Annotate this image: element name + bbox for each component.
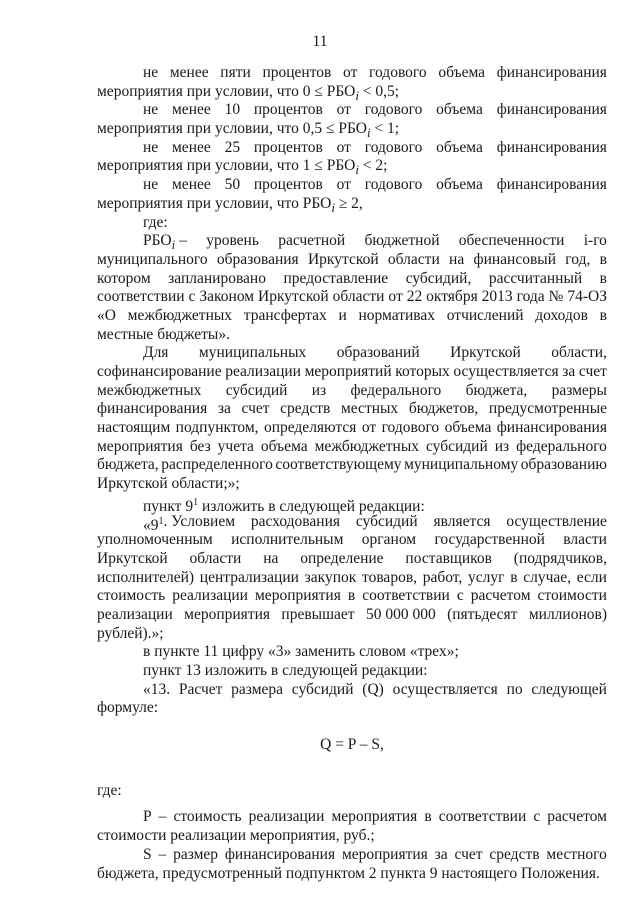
text-line (97, 288, 607, 307)
word: миллионов) (528, 605, 607, 623)
word: в (347, 587, 356, 605)
word: с (456, 587, 464, 605)
word: не (143, 64, 159, 81)
word: муниципальному (404, 456, 519, 474)
word: мероприятия (184, 605, 271, 623)
word: товаров, (362, 568, 418, 586)
word: объема (260, 437, 308, 455)
word: стоимости (537, 587, 607, 605)
text-line (97, 64, 607, 83)
text-line: пункт $9^1$ изложить в следующей редакции: (143, 496, 425, 515)
word: стоимость (173, 808, 242, 826)
word: мероприятия (97, 437, 183, 455)
word: 50 000 000 (365, 605, 436, 623)
word: (подрядчиков, (513, 549, 607, 567)
word: финансирования (496, 176, 607, 194)
word: процентов (253, 101, 323, 119)
word: области (332, 288, 385, 306)
word: финансирования (496, 419, 607, 437)
word: межбюджетных (97, 381, 202, 399)
text-line (97, 681, 607, 700)
text-line (97, 808, 607, 827)
word: на (263, 549, 279, 567)
word: муниципального (97, 250, 208, 268)
text-line (97, 307, 607, 326)
word: централизации (199, 568, 299, 586)
word: области (189, 549, 242, 567)
word: трансфертах (243, 306, 327, 324)
word: средств (489, 845, 540, 863)
word: государственной (434, 531, 545, 549)
page-number: 11 (312, 33, 328, 50)
text-line (97, 550, 607, 569)
text-line (97, 846, 607, 865)
word: рассчитанный (488, 269, 583, 287)
word: менее (172, 101, 211, 119)
word: образования (216, 250, 299, 268)
word: 10 (224, 101, 241, 119)
word: не (143, 138, 159, 156)
word: превышает (281, 605, 355, 623)
word: муниципальных (198, 344, 307, 362)
word: мероприятия (255, 587, 341, 605)
word: федерального (516, 437, 607, 455)
word: года (516, 288, 545, 306)
word: и (338, 306, 347, 324)
word: Иркутской (97, 549, 168, 567)
word: размер (173, 845, 219, 863)
text-line (97, 606, 607, 625)
word: субсидий (355, 512, 418, 530)
word: размера (231, 680, 284, 698)
word: межбюджетных (127, 306, 233, 324)
word: является (433, 512, 491, 530)
word: средств (280, 400, 331, 418)
word: на (449, 250, 465, 268)
text-line: где: (97, 781, 122, 799)
word: – (158, 845, 167, 863)
word: распределенного (161, 456, 273, 474)
word: процентов (262, 64, 332, 81)
word: объема (444, 419, 492, 437)
word: менее (169, 64, 209, 81)
text-line (97, 382, 607, 401)
word: в (424, 808, 432, 826)
word: от (361, 419, 377, 437)
word: обеспеченности (458, 232, 565, 250)
word: следующей (531, 680, 607, 698)
word: мероприятия (331, 808, 418, 826)
word: котором (97, 269, 151, 287)
word: октября (426, 288, 478, 306)
text-line (97, 176, 607, 195)
word: исполнителей) (97, 568, 195, 586)
word: от (343, 64, 358, 81)
word: годового (381, 419, 440, 437)
text-line: Иркутской области;»; (97, 475, 240, 493)
word: от (388, 288, 403, 306)
word: Расчет (178, 680, 223, 698)
text-line: пункт 13 изложить в следующей редакции: (143, 662, 428, 679)
word: определение (300, 549, 384, 567)
word: субсидий, (405, 269, 472, 287)
word: власти (563, 531, 607, 549)
word: предоставление (283, 269, 389, 287)
text-line: мероприятия при условии, что $РБО_i \ge 2$, (97, 194, 363, 215)
word: объема (436, 138, 483, 156)
word: 50 (224, 176, 241, 194)
word: годового (369, 64, 427, 81)
word: соответствии (97, 288, 185, 306)
word: процентов (253, 176, 323, 194)
text-line (97, 363, 607, 382)
word: осуществление (506, 512, 607, 530)
word: менее (172, 176, 211, 194)
word: соответствующему (275, 456, 402, 474)
text-line (97, 438, 607, 457)
word: из (494, 437, 510, 455)
word: объема (438, 64, 486, 81)
word: осуществляется (392, 680, 498, 698)
text-line (97, 587, 607, 606)
word: менее (172, 138, 211, 156)
word: если (576, 568, 607, 586)
text-line: мероприятия при условии, что $0 \le РБО_i < 0,5$; (97, 82, 400, 103)
text-line (97, 344, 607, 363)
word: стоимость (97, 587, 166, 605)
text-line (97, 101, 607, 120)
word: счет (454, 845, 483, 863)
word: настоящим (97, 419, 171, 437)
text-line: местные бюджеты». (97, 325, 230, 343)
word: год, (565, 250, 591, 268)
word: объема (436, 176, 483, 194)
word: которых (395, 363, 450, 380)
word: годового (364, 101, 423, 119)
word: (Q) (362, 680, 384, 698)
word: финансирования (496, 138, 607, 156)
text-line: формуле: (97, 699, 159, 717)
word: доходов (535, 306, 588, 324)
word: i-го (583, 232, 607, 250)
text-line: мероприятия при условии, что $0,5 \le РБО_i < 1$; (97, 120, 400, 141)
word: бюджетной (364, 232, 440, 250)
word: учета (217, 437, 254, 455)
spacer (97, 718, 607, 736)
word: в (599, 250, 607, 268)
word: не (143, 176, 159, 194)
text-line: бюджета, предусмотренный подпунктом 2 пункта 9 настоящего Положения. (97, 864, 600, 882)
word: софинансирование (97, 363, 222, 380)
word: – (158, 808, 167, 826)
word: поставщиков (405, 549, 492, 567)
word: расходования (250, 512, 341, 530)
word: уровень (206, 232, 259, 250)
word: с (188, 288, 196, 306)
word: (пятьдесят (447, 605, 518, 623)
word: области, (551, 344, 607, 362)
word: Законом (199, 288, 255, 306)
word: реализации (225, 363, 301, 380)
word: субсидий (425, 437, 488, 455)
word: финансирования (97, 400, 208, 418)
word: случае, (523, 568, 572, 586)
word: определяются (263, 419, 357, 437)
word: финансовый (473, 250, 556, 268)
word: отчислений (446, 306, 524, 324)
word: счет (578, 363, 607, 380)
word: исполнительным (231, 531, 344, 549)
word: расчетом (470, 587, 531, 605)
word: 2013 (481, 288, 513, 306)
word: от (336, 101, 351, 119)
word: субсидий (291, 680, 354, 698)
word: местного (546, 845, 607, 863)
word: не (143, 101, 159, 119)
word: уполномоченным (97, 531, 213, 549)
word: работ, (422, 568, 463, 586)
word: P (143, 808, 152, 826)
word: «13. (143, 680, 171, 698)
word: подпунктом, (175, 419, 259, 437)
word: осуществляется (453, 363, 559, 380)
text-line (97, 456, 607, 475)
word: от (336, 176, 351, 194)
word: счет (241, 400, 270, 418)
word: финансирования (224, 845, 336, 863)
word: процентов (253, 138, 323, 156)
word: бюджетов, (408, 400, 479, 418)
text-line: $РБО_i$ – уровень расчетной бюджетной обеспеченности i-го (143, 232, 607, 253)
text-line (97, 270, 607, 289)
text-line (97, 251, 607, 270)
spacer (97, 800, 607, 808)
word: 22 (406, 288, 423, 306)
text-line: рублей).»; (97, 624, 164, 642)
word: образованию (520, 456, 607, 474)
word: в (510, 568, 518, 586)
word: № (548, 288, 564, 306)
formula: Q = P – S, (320, 736, 384, 754)
text-line (97, 139, 607, 158)
word: бюджета, (97, 456, 159, 474)
document-body (97, 64, 607, 883)
text-line: в пункте 11 цифру «3» заменить словом «трех»; (143, 643, 459, 661)
word: пяти (220, 64, 251, 81)
word: Иркутской (258, 288, 329, 306)
spacer (97, 755, 607, 782)
word: образований (336, 344, 420, 362)
word: Иркутской (307, 250, 379, 268)
word: в (599, 306, 607, 324)
word: мероприятий (304, 363, 392, 380)
text-line (97, 419, 607, 438)
word: в (599, 269, 607, 287)
word: финансирования (496, 64, 607, 81)
word: 74-ОЗ (567, 288, 607, 306)
word: объема (436, 101, 483, 119)
text-line: мероприятия при условии, что $1 \le РБО_i < 2$; (97, 157, 388, 178)
word: соответствии (438, 808, 527, 826)
word: S (143, 845, 152, 863)
word: реализации (97, 605, 173, 623)
word: за (434, 845, 448, 863)
word: с (533, 808, 541, 826)
word: финансирования (496, 101, 607, 119)
word: расчетной (278, 232, 346, 250)
word: за (562, 363, 576, 380)
word: реализации (172, 587, 248, 605)
word: из (311, 381, 327, 399)
text-line (97, 569, 607, 588)
text-line: где: (143, 213, 168, 231)
text-line (97, 400, 607, 419)
word: мероприятия (341, 845, 428, 863)
word: – (179, 232, 187, 250)
word: по (506, 680, 523, 698)
word: «О (97, 306, 116, 324)
word: годового (364, 176, 423, 194)
word: без (189, 437, 211, 455)
word: межбюджетных (314, 437, 420, 455)
word: бюджета, (465, 381, 528, 399)
word: местных (340, 400, 399, 418)
word: предусмотренные (488, 400, 607, 418)
word: закупок (304, 568, 357, 586)
word: нормативах (358, 306, 436, 324)
word: запланировано (168, 269, 266, 287)
text-line: «$9^1$ . Условием расходования субсидий является осуществление (143, 512, 607, 534)
word: Иркутской (450, 344, 521, 362)
word: . Условием (163, 512, 236, 530)
word: годового (364, 138, 423, 156)
word: размеры (551, 381, 607, 399)
word: за (217, 400, 231, 418)
word: от (336, 138, 351, 156)
word: 25 (224, 138, 241, 156)
word: субсидий (225, 381, 288, 399)
word: расчетом (547, 808, 607, 826)
word: органом (361, 531, 417, 549)
word: соответствии (362, 587, 450, 605)
word: области (387, 250, 440, 268)
text-line: стоимости реализации мероприятия, руб.; (97, 827, 375, 845)
word: услуг (468, 568, 505, 586)
word: федерального (350, 381, 442, 399)
word: реализации (248, 808, 325, 826)
word: Для (143, 344, 169, 362)
text-line (97, 531, 607, 550)
